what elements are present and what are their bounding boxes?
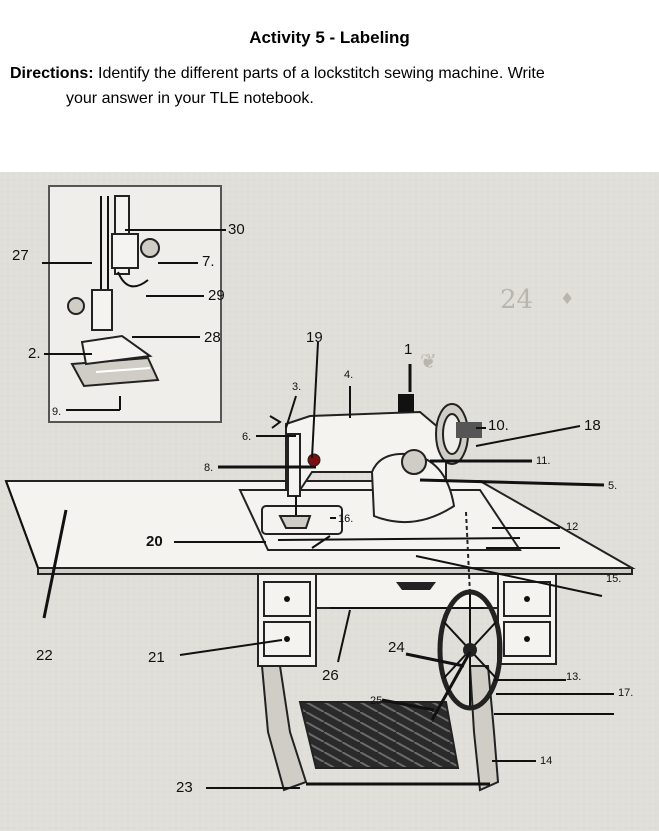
label-26: 26 xyxy=(322,667,339,684)
label-1: 1 xyxy=(404,341,413,358)
label-14: 14 xyxy=(540,755,553,767)
label-13: 13. xyxy=(566,671,582,683)
label-16: 16. xyxy=(338,513,354,525)
label-5: 5. xyxy=(608,480,618,492)
directions-label: Directions: xyxy=(10,65,94,82)
label-6: 6. xyxy=(242,431,252,443)
bleed-through-decor: 24 xyxy=(500,285,534,315)
label-15: 15. xyxy=(606,573,622,585)
right-drawers xyxy=(498,574,556,664)
label-22: 22 xyxy=(36,647,53,664)
label-18: 18 xyxy=(584,417,601,434)
label-7: 7. xyxy=(202,253,215,270)
label-4: 4. xyxy=(344,369,354,381)
sewing-machine-figure xyxy=(0,172,659,831)
label-17: 17. xyxy=(618,687,634,699)
label-9: 9. xyxy=(52,406,62,418)
label-27: 27 xyxy=(12,247,29,264)
directions-text-2: your answer in your TLE notebook. xyxy=(66,90,314,107)
activity-title: Activity 5 - Labeling xyxy=(249,28,410,47)
label-8: 8. xyxy=(204,462,214,474)
treadle xyxy=(300,702,458,768)
label-28: 28 xyxy=(204,329,221,346)
label-19: 19 xyxy=(306,329,323,346)
label-23: 23 xyxy=(176,779,193,796)
label-12: 12 xyxy=(566,521,579,533)
label-11: 11. xyxy=(536,455,551,467)
label-10: 10. xyxy=(488,417,509,434)
label-30: 30 xyxy=(228,221,245,238)
directions xyxy=(10,61,650,111)
left-drawers xyxy=(258,574,316,666)
label-29: 29 xyxy=(208,287,225,304)
svg-text:♦: ♦ xyxy=(560,289,575,308)
label-25: 25 xyxy=(370,695,383,707)
directions-text-1: Identify the different parts of a lockstitch sewing machine. Write xyxy=(93,65,545,82)
label-2: 2. xyxy=(28,345,41,362)
label-3: 3. xyxy=(292,381,302,393)
presser-foot-inset xyxy=(49,186,221,422)
svg-text:❦: ❦ xyxy=(420,349,437,373)
label-20: 20 xyxy=(146,533,163,550)
label-24: 24 xyxy=(388,639,405,656)
label-21: 21 xyxy=(148,649,165,666)
